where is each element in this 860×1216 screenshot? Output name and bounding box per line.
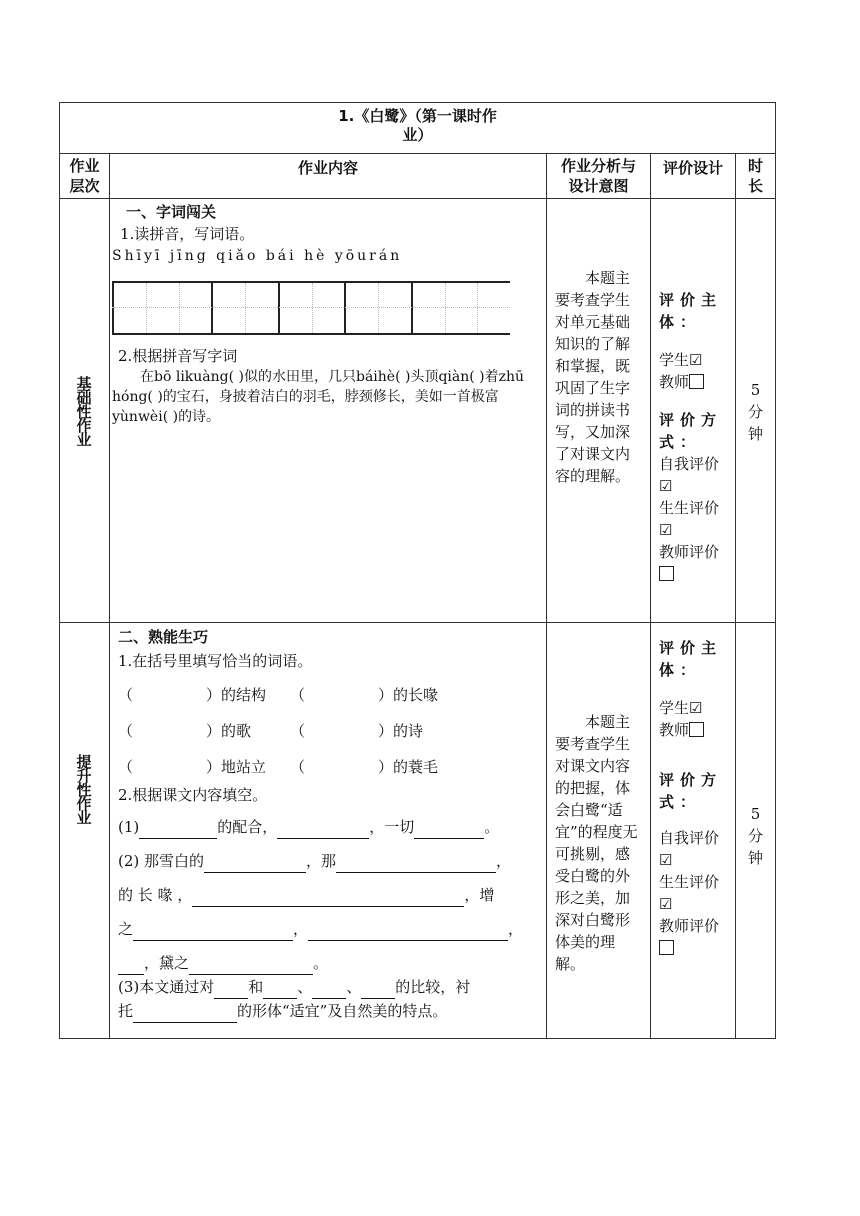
content-basic bbox=[110, 199, 547, 623]
question-1: 1.在括号里填写恰当的词语。 bbox=[118, 652, 313, 670]
eval-method-peer: 生生评价☑ bbox=[659, 499, 720, 539]
level-basic: 基础性作业 bbox=[60, 199, 110, 623]
fill-item-text: （ bbox=[118, 722, 134, 740]
writing-grid bbox=[112, 281, 510, 335]
content-advanced bbox=[110, 623, 547, 1039]
checkbox-icon bbox=[659, 566, 674, 581]
header-time: 时 长 bbox=[736, 154, 776, 199]
checkbox-icon bbox=[689, 374, 704, 389]
fill-item-text: ）的长喙 bbox=[378, 686, 439, 704]
eval-subject-teacher: 教师 bbox=[659, 371, 729, 393]
header-content: 作业内容 bbox=[110, 154, 547, 199]
header-row bbox=[60, 154, 776, 199]
eval-subject-label: 评价主体： bbox=[659, 291, 723, 331]
header-level: 作业 层次 bbox=[60, 154, 110, 199]
q2-3: (3)本文通过对 和 、 、 的比较，衬 bbox=[118, 975, 538, 999]
evaluation-advanced bbox=[651, 623, 736, 1039]
q2-2d: ，黛之 。 bbox=[118, 951, 538, 975]
q2-1: (1) 的配合， ，一切 。 bbox=[118, 815, 538, 839]
evaluation-basic bbox=[651, 199, 736, 623]
eval-method-label: 评价方式： bbox=[659, 411, 723, 451]
eval-subject-teacher: 教师 bbox=[659, 719, 729, 741]
homework-sheet bbox=[59, 102, 775, 1039]
fill-item-text: ）的歌 bbox=[206, 722, 252, 740]
fill-item-text: （ bbox=[290, 686, 306, 704]
fill-row bbox=[118, 719, 538, 743]
time-advanced: 5 分钟 bbox=[736, 623, 776, 1039]
fill-row bbox=[118, 683, 538, 707]
header-analysis: 作业分析与 设计意图 bbox=[547, 154, 651, 199]
eval-method-teacher: 教师评价 bbox=[659, 541, 729, 585]
fill-item-text: ）的蓑毛 bbox=[378, 758, 439, 776]
fill-item-text: （ bbox=[290, 758, 306, 776]
fill-items bbox=[118, 683, 538, 779]
eval-subject-student: 学生☑ bbox=[659, 699, 703, 717]
eval-method-peer: 生生评价☑ bbox=[659, 873, 720, 913]
pinyin-line: Shīyī jīng qiǎo bái hè yōurán bbox=[112, 248, 403, 264]
level-advanced: 提升性作业 bbox=[60, 623, 110, 1039]
q2-3-line2: 托 的形体“适宜”及自然美的特点。 bbox=[118, 999, 538, 1023]
fill-item-text: ）的结构 bbox=[206, 686, 267, 704]
table-row bbox=[60, 623, 776, 1039]
eval-subject-student: 学生☑ bbox=[659, 351, 703, 369]
question-2: 2.根据课文内容填空。 bbox=[118, 786, 268, 804]
fill-item-text: （ bbox=[118, 758, 134, 776]
q2-2c: 之 ， ， bbox=[118, 917, 538, 941]
header-evaluation: 评价设计 bbox=[651, 154, 736, 199]
section-title: 一、字词闯关 bbox=[126, 203, 217, 221]
q2-2: (2) 那雪白的 ，那 ， bbox=[118, 849, 538, 873]
analysis-advanced: 本题主要考查学生对课文内容的把握，体会白鹭“适宜”的程度无可挑剔，感受白鹭的外形之美，加深对白鹭形体美的理解。 bbox=[547, 623, 651, 1039]
question-2: 2.根据拼音写字词 bbox=[118, 347, 238, 365]
fill-row bbox=[118, 755, 538, 779]
eval-subject-label: 评价主体： bbox=[659, 639, 723, 679]
eval-method-self: 自我评价☑ bbox=[659, 829, 720, 869]
document-title bbox=[60, 103, 776, 154]
question-1: 1.读拼音，写词语。 bbox=[120, 225, 255, 243]
checkbox-icon bbox=[689, 722, 704, 737]
analysis-basic: 本题主要考查学生对单元基础知识的了解和掌握，既巩固了生字词的拼读书写，又加深了对课文内容的理解。 bbox=[547, 199, 651, 623]
section-title: 二、熟能生巧 bbox=[118, 628, 209, 646]
time-basic: 5 分钟 bbox=[736, 199, 776, 623]
q2-2b: 的 长 喙 ， ，增 bbox=[118, 883, 538, 907]
fill-item-text: （ bbox=[118, 686, 134, 704]
fill-item-text: ）的诗 bbox=[378, 722, 424, 740]
checkbox-icon bbox=[659, 940, 674, 955]
question-2-text: 在bō likuàng( )似的水田里，几只báihè( )头顶qiàn( )着zhū hóng( )的宝石，身披着洁白的羽毛，脖颈修长，美如一首极富yùnwèi( )的诗。 bbox=[112, 369, 525, 425]
fill-item-text: （ bbox=[290, 722, 306, 740]
eval-method-teacher: 教师评价 bbox=[659, 915, 729, 959]
fill-item-text: ）地站立 bbox=[206, 758, 267, 776]
title-line-1: 1.《白鹭》（第一课时作 bbox=[338, 107, 497, 125]
eval-method-label: 评价方式： bbox=[659, 771, 723, 811]
eval-method-self: 自我评价☑ bbox=[659, 455, 720, 495]
title-line-2: 业） bbox=[402, 126, 433, 144]
table-row bbox=[60, 199, 776, 623]
homework-table bbox=[59, 102, 776, 1039]
